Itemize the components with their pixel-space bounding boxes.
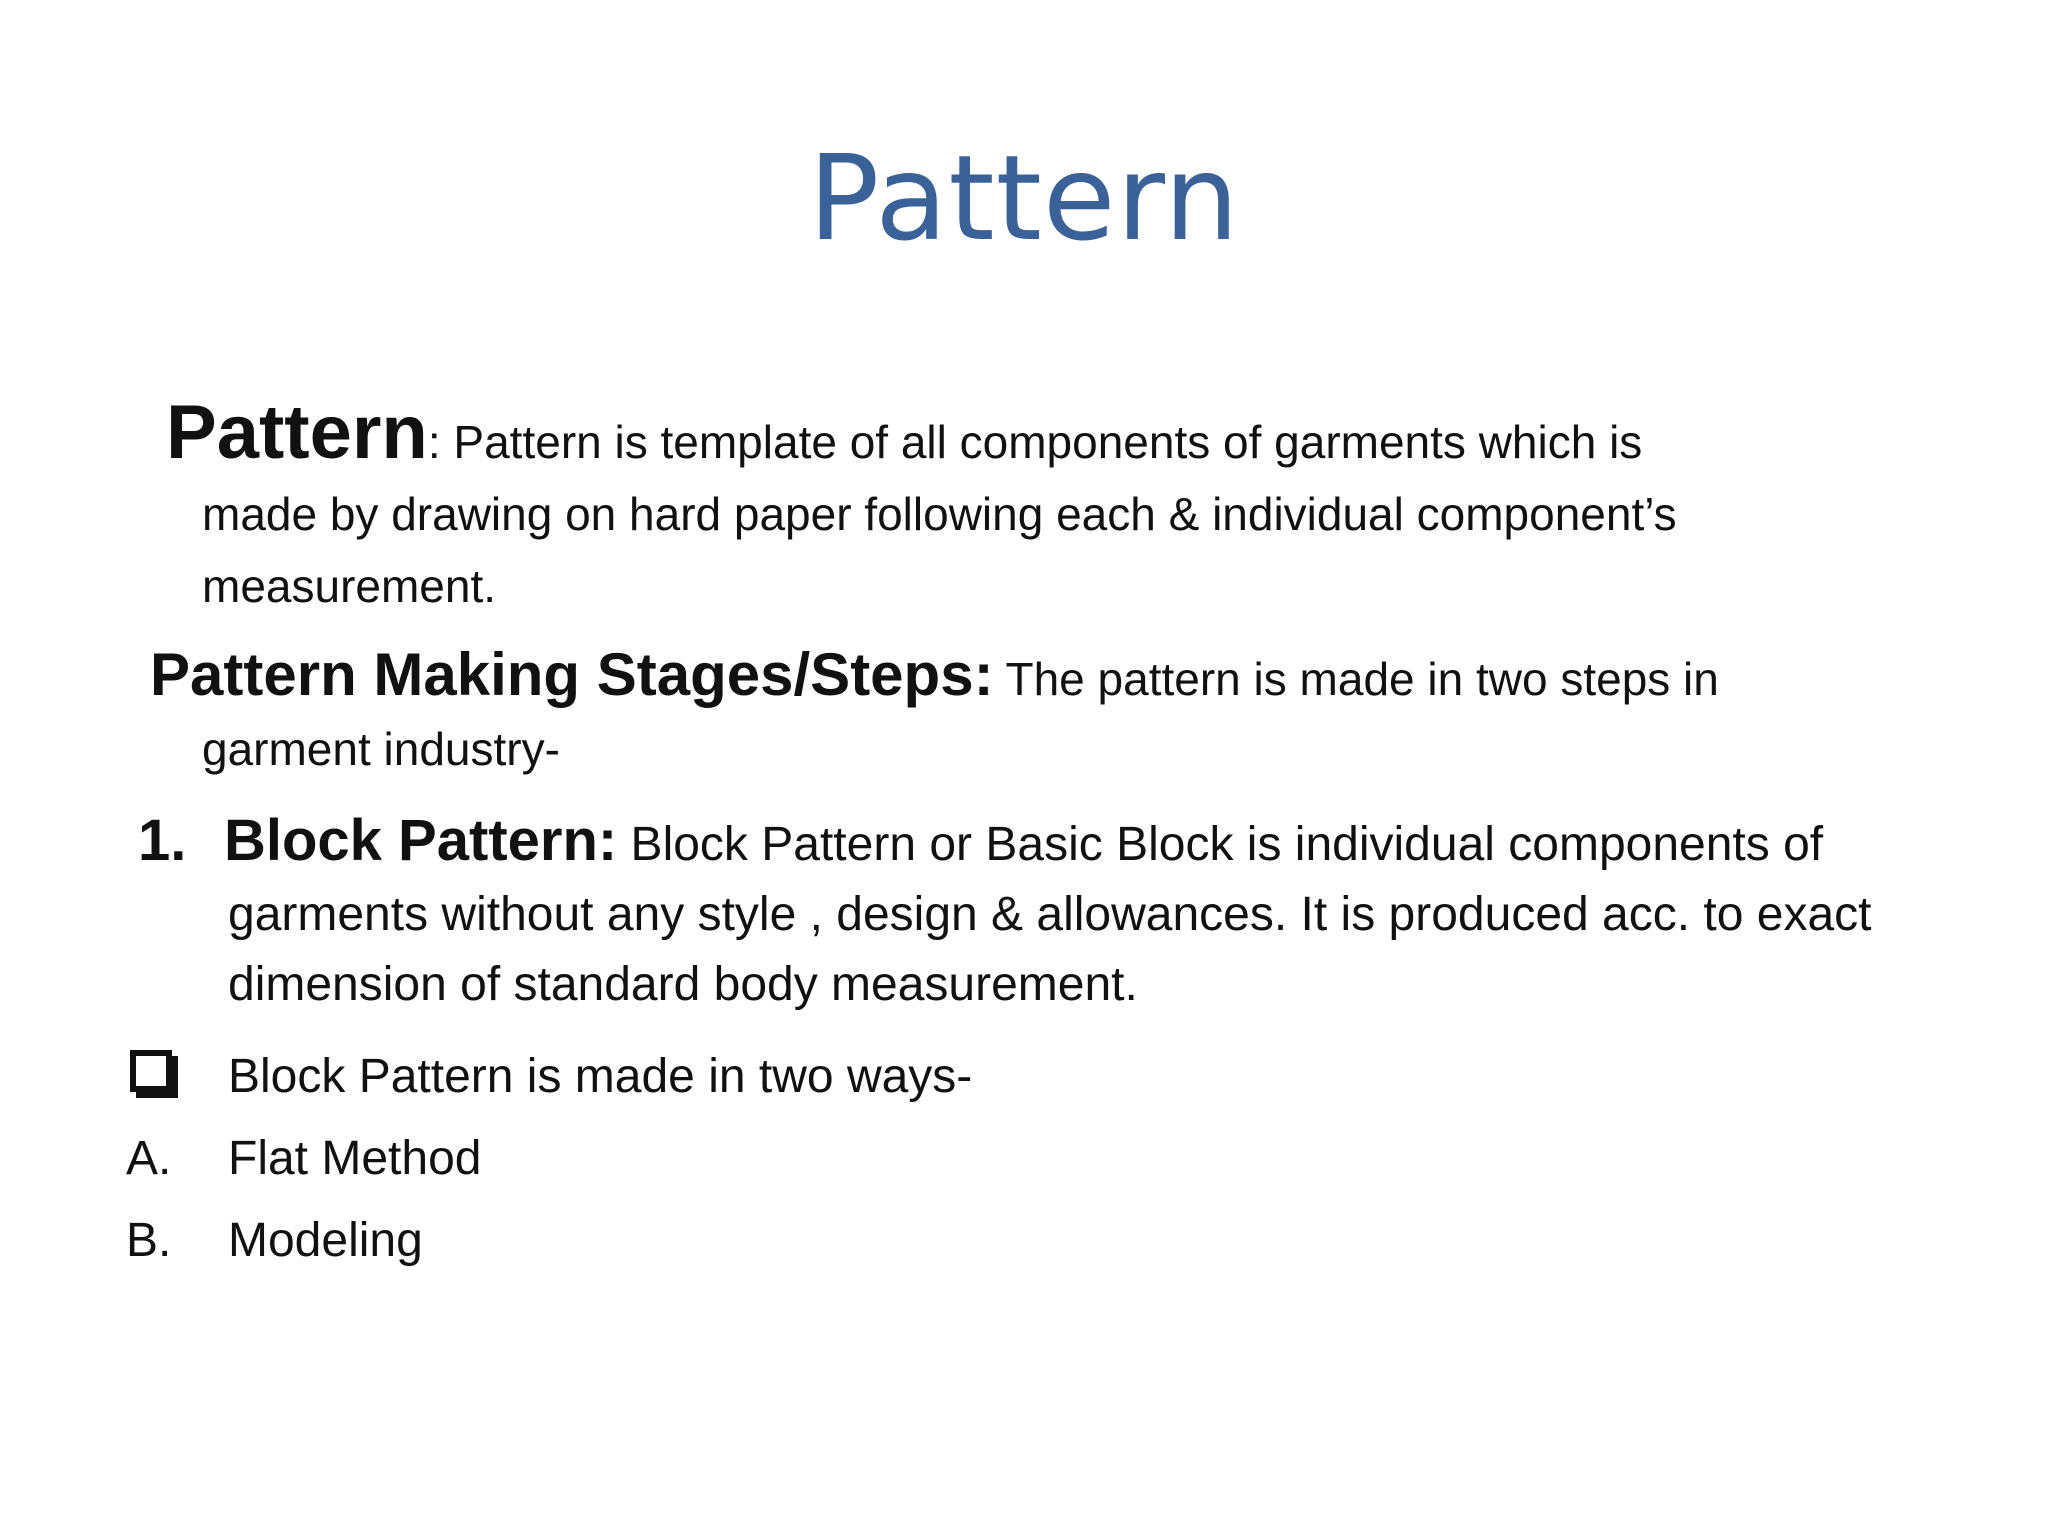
slide-title: Pattern: [808, 129, 1240, 267]
definition-text-line2: made by drawing on hard paper following each & individual component’s measurement.: [202, 488, 1677, 612]
stages-text-line1: The pattern is made in two steps in: [1005, 653, 1719, 705]
block-pattern-number: 1.: [138, 808, 187, 873]
pattern-stages: [150, 640, 1970, 784]
list-item: [126, 1124, 481, 1194]
definition-term: Pattern: [166, 390, 428, 475]
list-item-text: Modeling: [228, 1214, 423, 1267]
list-item: [126, 1206, 423, 1276]
block-pattern-item: [138, 806, 1998, 1020]
list-marker: A.: [126, 1132, 172, 1185]
checkbox-bullet-icon: [126, 1042, 228, 1112]
list-marker: B.: [126, 1214, 172, 1267]
list-item-text: Flat Method: [228, 1132, 482, 1185]
stages-label: Pattern Making Stages/Steps:: [150, 641, 994, 708]
ways-bullet: [126, 1042, 972, 1112]
stages-text-line2: garment industry-: [202, 723, 560, 775]
block-pattern-text-line1: Block Pattern or Basic Block is individual components of: [630, 818, 1824, 871]
ways-text: Block Pattern is made in two ways-: [228, 1050, 973, 1103]
block-pattern-text-line2: garments without any style , design & allowances. It is produced acc. to exact dimension of standard body measurement.: [228, 888, 1872, 1011]
pattern-definition: [166, 388, 1966, 622]
definition-colon: :: [427, 416, 441, 468]
block-pattern-label: Block Pattern:: [224, 808, 618, 873]
definition-text-line1: Pattern is template of all components of garments which is: [453, 416, 1643, 468]
